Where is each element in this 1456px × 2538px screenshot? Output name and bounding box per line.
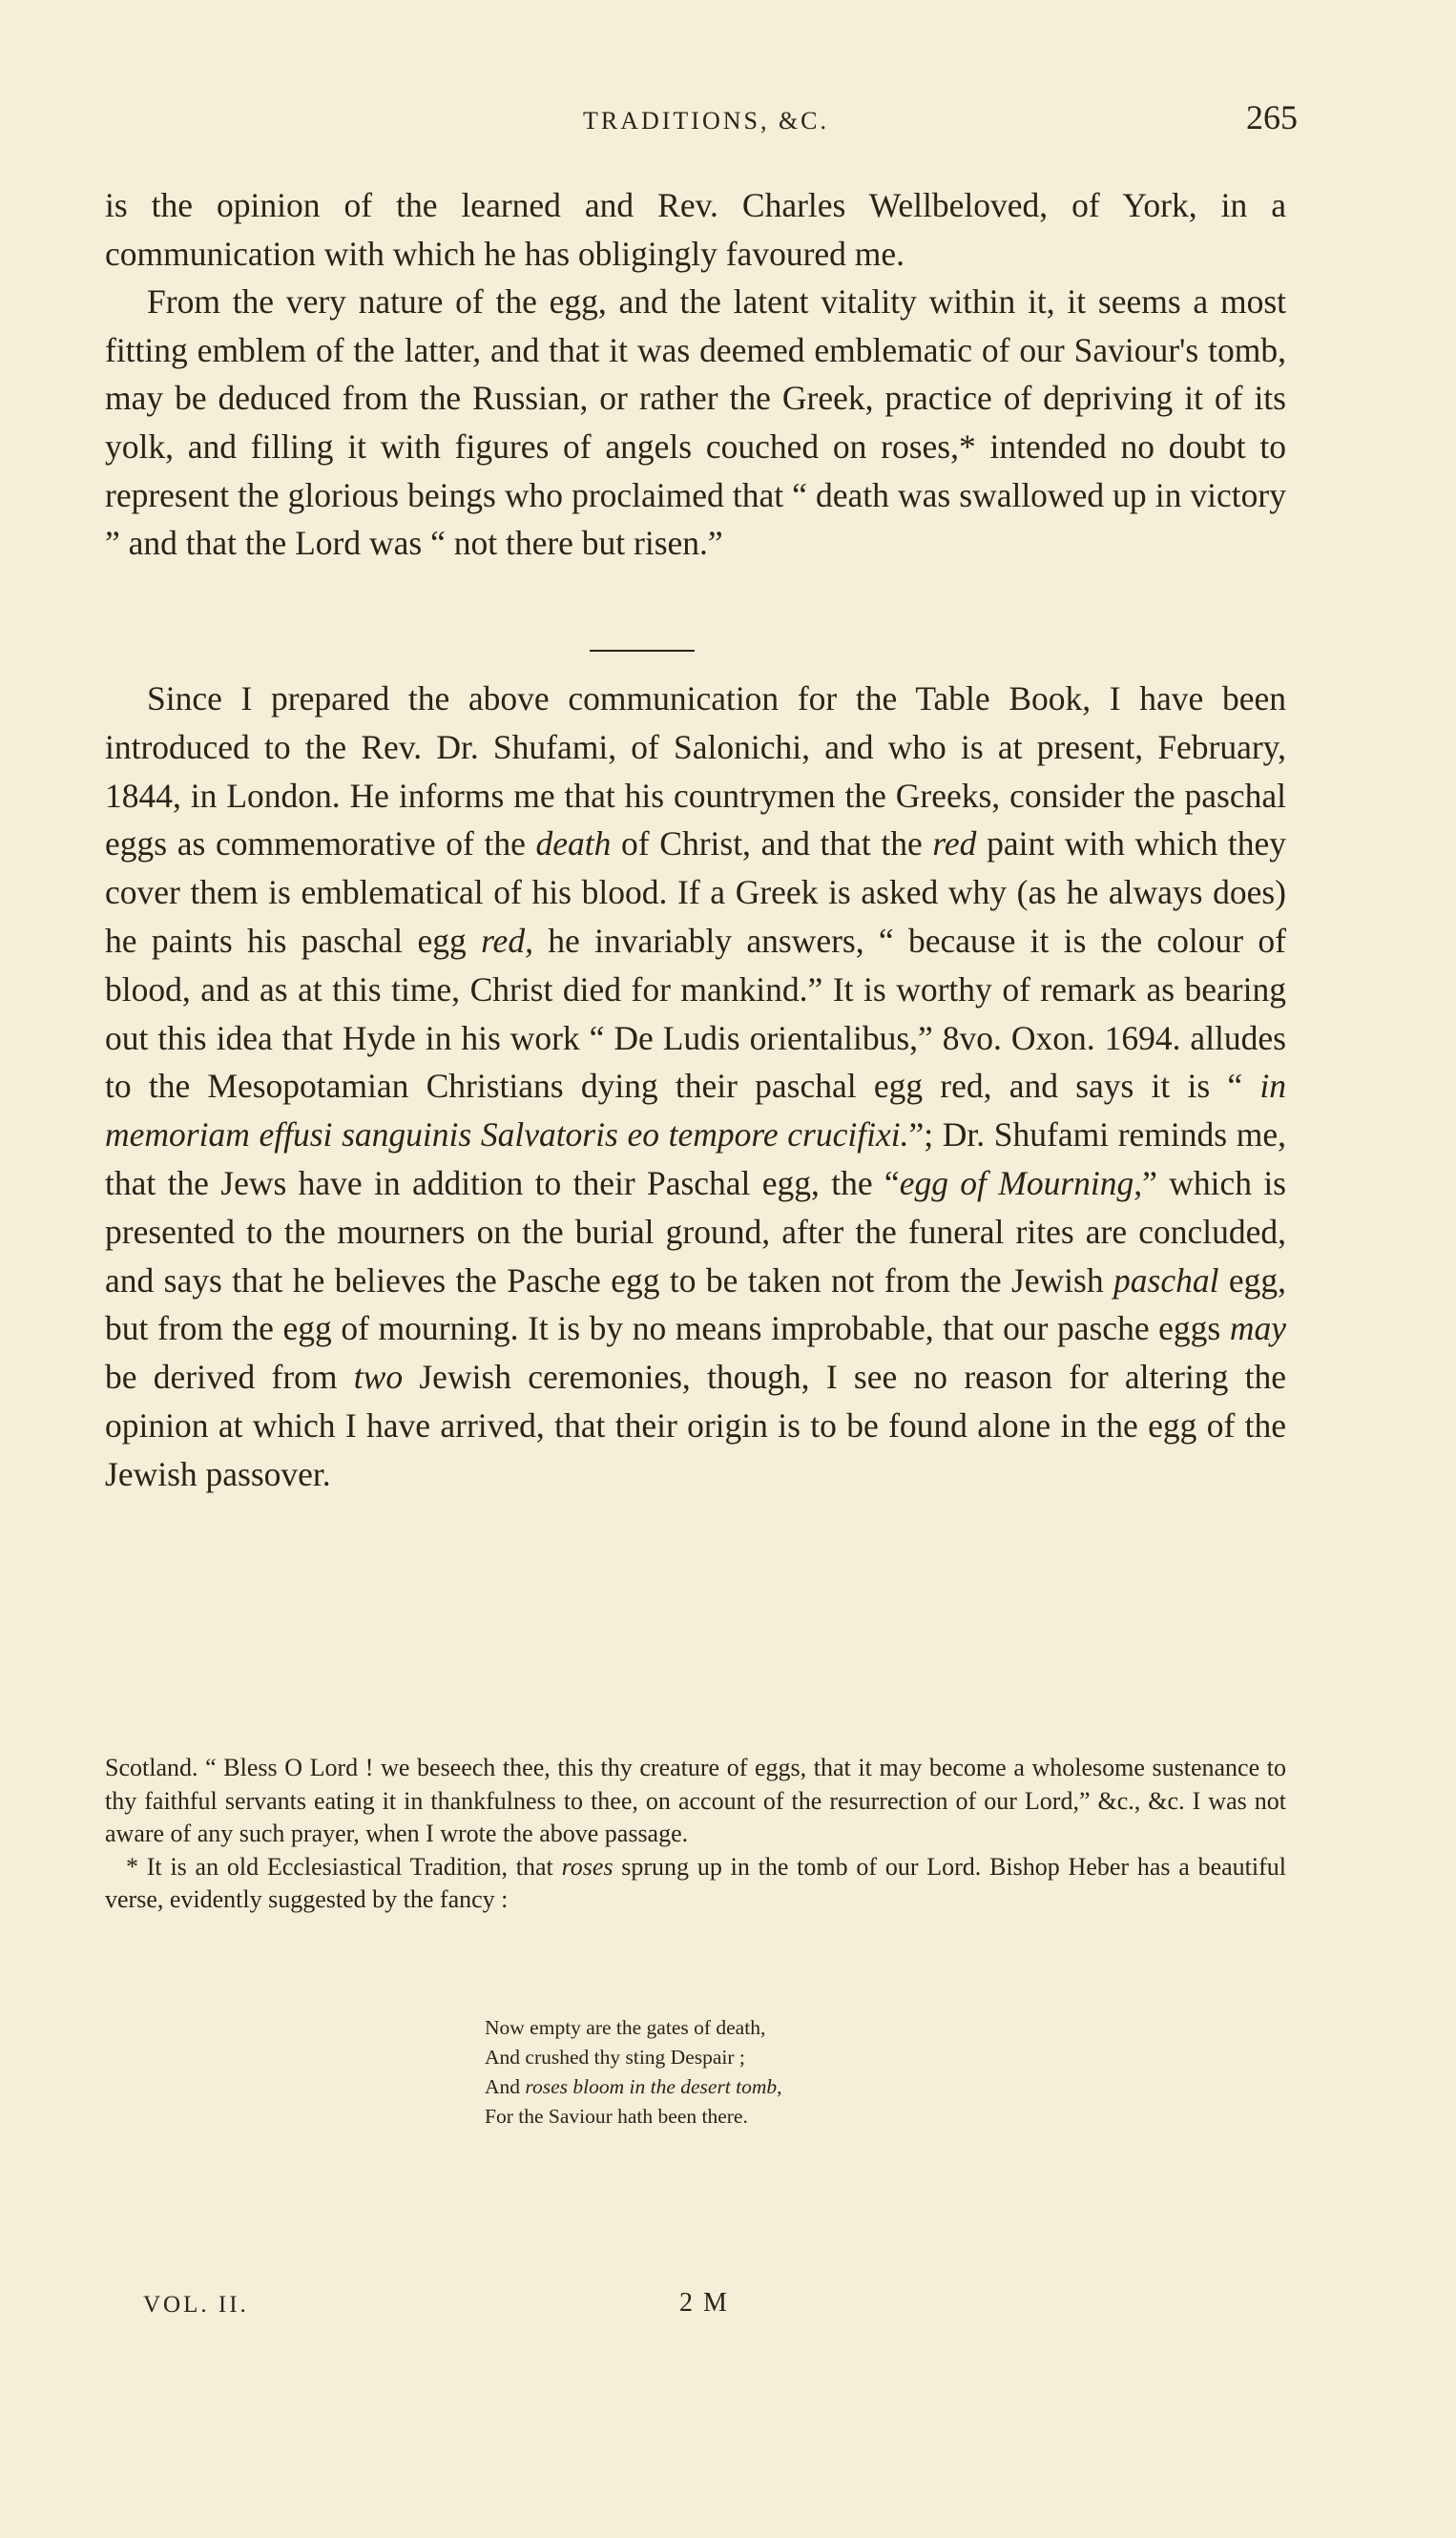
section-divider xyxy=(590,650,695,652)
paragraph-shufami: Since I prepared the above communication for the Table Book, I have been introduced to the Rev. Dr. Shufami, of Salonichi, and who is at present, February, 1844, in London. He informs me that his countrymen the Greeks, consider the paschal eggs as commemorative of the death of Christ, and that the red paint with which they cover them is emblematical of his blood. If a Greek is asked why (as he always does) he paints his paschal egg red, he invariably answers, “ because it is the colour of blood, and as at this time, Christ died for mankind.” It is worthy of remark as bearing out this idea that Hyde in his work “ De Ludis orientalibus,” 8vo. Oxon. 1694. alludes to the Mesopotamian Christians dying their paschal egg red, and says it is “ in memoriam effusi sanguinis Salvatoris eo tempore crucifixi.”; Dr. Shufami reminds me, that the Jews have in addition to their Paschal egg, the “egg of Mourning,” which is presented to the mourners on the burial ground, after the funeral rites are concluded, and says that he believes the Pasche egg to be taken not from the Jewish paschal egg, but from the egg of mourning. It is by no means improbable, that our pasche eggs may be derived from two Jewish ceremonies, though, I see no reason for altering the opinion at which I have arrived, that their origin is to be found alone in the egg of the Jewish passover. xyxy=(105,679,1286,1493)
verse-line: And roses bloom in the desert tomb, xyxy=(485,2075,782,2098)
paragraph-continuation: is the opinion of the learned and Rev. Charles Wellbeloved, of York, in a communication with which he has obligingly favoured me. xyxy=(105,186,1286,273)
page-number: 265 xyxy=(1246,98,1298,136)
running-head: TRADITIONS, &C. xyxy=(582,107,830,135)
footnote-roses: * It is an old Ecclesiastical Tradition, that roses sprung up in the tomb of our Lord. Bishop Heber has a beautiful verse, evidently suggested by the fancy : xyxy=(105,1852,1287,1913)
signature-mark: 2 M xyxy=(679,2288,729,2318)
footnote-scotland: Scotland. “ Bless O Lord ! we beseech thee, this thy creature of eggs, that it may become a wholesome sustenance to thy faithful servants eating it in thankfulness to thee, on account of the resurrection of our Lord,” &c., &c. I was not aware of any such prayer, when I wrote the above passage. xyxy=(105,1754,1286,1847)
footnotes xyxy=(105,1752,1286,1917)
verse-line: And crushed thy sting Despair ; xyxy=(485,2046,745,2069)
body-text-top xyxy=(105,181,1286,568)
verse-line: Now empty are the gates of death, xyxy=(485,2016,766,2039)
verse-line: For the Saviour hath been there. xyxy=(485,2105,748,2128)
paragraph-egg-emblem: From the very nature of the egg, and the latent vitality within it, it seems a most fitting emblem of the latter, and that it was deemed emblematic of our Saviour's tomb, may be deduced from the Russian, or rather the Greek, practice of depriving it of its yolk, and filling it with figures of angels couched on roses,* intended no doubt to represent the glorious beings who proclaimed that “ death was swallowed up in victory ” and that the Lord was “ not there but risen.” xyxy=(105,282,1286,563)
body-text-addendum xyxy=(105,675,1286,1499)
volume-label: VOL. II. xyxy=(143,2292,249,2318)
verse-quote xyxy=(485,2013,962,2132)
